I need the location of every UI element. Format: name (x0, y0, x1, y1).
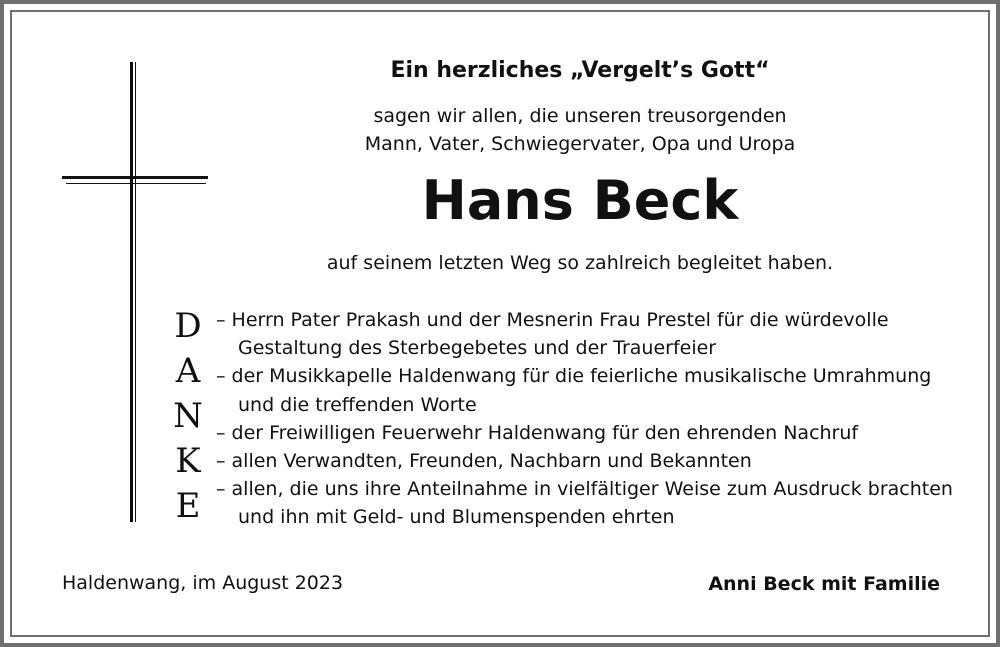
cross-vertical-bar (130, 62, 136, 522)
danke-letter: E (175, 486, 201, 526)
intro-line-2: Mann, Vater, Schwiegervater, Opa und Uropa (364, 133, 796, 155)
thanks-item: – Herrn Pater Prakash und der Mesnerin Frau Prestel für die würdevolle Gestaltung des Sterbegebetes und der Trauerfeier (216, 309, 889, 360)
intro-text (300, 102, 860, 158)
deceased-name: Hans Beck (421, 169, 739, 232)
thanks-item: – allen Verwandten, Freunden, Nachbarn und Bekannten (216, 450, 752, 473)
outro-text: auf seinem letzten Weg so zahlreich begleitet haben. (326, 252, 834, 274)
danke-vertical-word (168, 304, 208, 529)
thanks-item: – der Musikkapelle Haldenwang für die feierliche musikalische Umrahmung und die treffenden Worte (216, 365, 932, 416)
danke-letter: K (175, 441, 201, 481)
signature: Anni Beck mit Familie (708, 573, 940, 595)
danke-letter: N (173, 396, 203, 436)
thanks-list (216, 306, 956, 532)
place-date: Haldenwang, im August 2023 (62, 572, 344, 594)
danke-letter: A (175, 351, 201, 391)
cross-horizontal-bar-thin (66, 183, 206, 184)
cross-horizontal-bar (62, 176, 208, 179)
danke-letter: D (174, 306, 202, 346)
thanks-item: – der Freiwilligen Feuerwehr Haldenwang für den ehrenden Nachruf (216, 421, 859, 444)
intro-line-1: sagen wir allen, die unseren treusorgenden (373, 105, 787, 127)
thanks-item: – allen, die uns ihre Anteilnahme in vielfältiger Weise zum Ausdruck brachten und ihn mit Geld- und Blumenspenden ehrten (216, 478, 953, 529)
notice-heading: Ein herzliches „Vergelt’s Gott“ (390, 58, 770, 83)
